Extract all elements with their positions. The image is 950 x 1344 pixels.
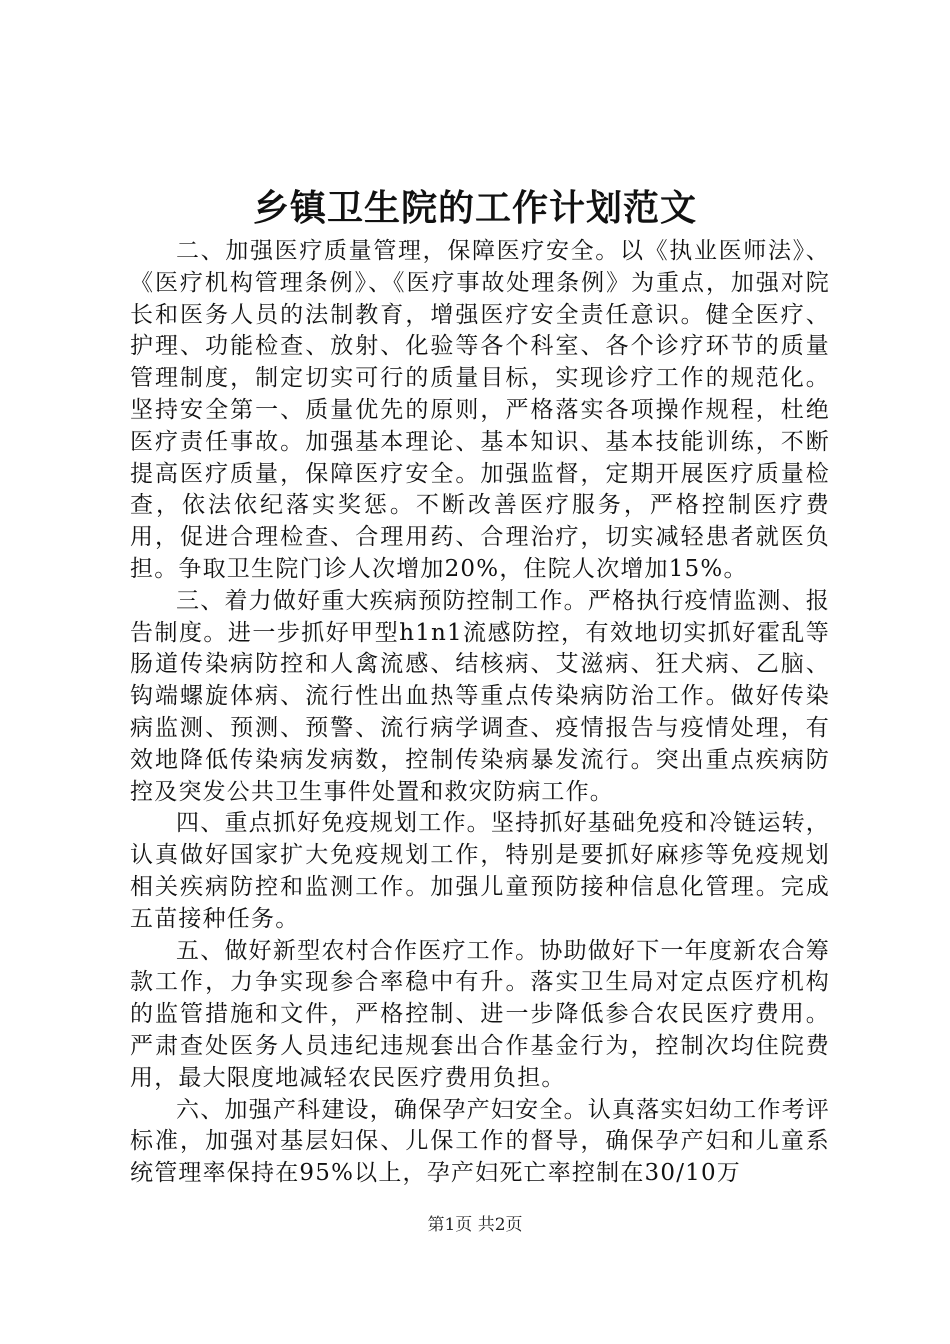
- paragraph-5: 五、做好新型农村合作医疗工作。协助做好下一年度新农合筹款工作，力争实现参合率稳中有升。落实卫生局对定点医疗机构的监管措施和文件，严格控制、进一步降低参合农民医疗费用。严肃查处医务人员违纪违规套出合作基金行为，控制次均住院费用，最大限度地减轻农民医疗费用负担。: [130, 937, 830, 1091]
- paragraph-4: 四、重点抓好免疫规划工作。坚持抓好基础免疫和冷链运转，认真做好国家扩大免疫规划工作，特别是要抓好麻疹等免疫规划相关疾病防控和监测工作。加强儿童预防接种信息化管理。完成五苗接种任务。: [130, 810, 830, 932]
- paragraph-3: 三、着力做好重大疾病预防控制工作。严格执行疫情监测、报告制度。进一步抓好甲型h1n1流感防控，有效地切实抓好霍乱等肠道传染病防控和人禽流感、结核病、艾滋病、狂犬病、乙脑、钩端螺旋体病、流行性出血热等重点传染病防治工作。做好传染病监测、预测、预警、流行病学调查、疫情报告与疫情处理，有效地降低传染病发病数，控制传染病暴发流行。突出重点疾病防控及突发公共卫生事件处置和救灾防病工作。: [130, 587, 830, 805]
- document-title: 乡镇卫生院的工作计划范文: [252, 187, 697, 229]
- page-number-footer: 第1页 共2页: [427, 1215, 523, 1235]
- document-body: [130, 236, 830, 1190]
- paragraph-2: 二、加强医疗质量管理，保障医疗安全。以《执业医师法》、《医疗机构管理条例》、《医疗事故处理条例》为重点，加强对院长和医务人员的法制教育，增强医疗安全责任意识。健全医疗、护理、功能检查、放射、化验等各个科室、各个诊疗环节的质量管理制度，制定切实可行的质量目标，实现诊疗工作的规范化。坚持安全第一、质量优先的原则，严格落实各项操作规程，杜绝医疗责任事故。加强基本理论、基本知识、基本技能训练，不断提高医疗质量，保障医疗安全。加强监督，定期开展医疗质量检查，依法依纪落实奖惩。不断改善医疗服务，严格控制医疗费用，促进合理检查、合理用药、合理治疗，切实减轻患者就医负担。争取卫生院门诊人次增加20%，住院人次增加15%。: [130, 238, 830, 582]
- paragraph-6: 六、加强产科建设，确保孕产妇安全。认真落实妇幼工作考评标准，加强对基层妇保、儿保工作的督导，确保孕产妇和儿童系统管理率保持在95%以上，孕产妇死亡率控制在30/10万: [130, 1096, 830, 1187]
